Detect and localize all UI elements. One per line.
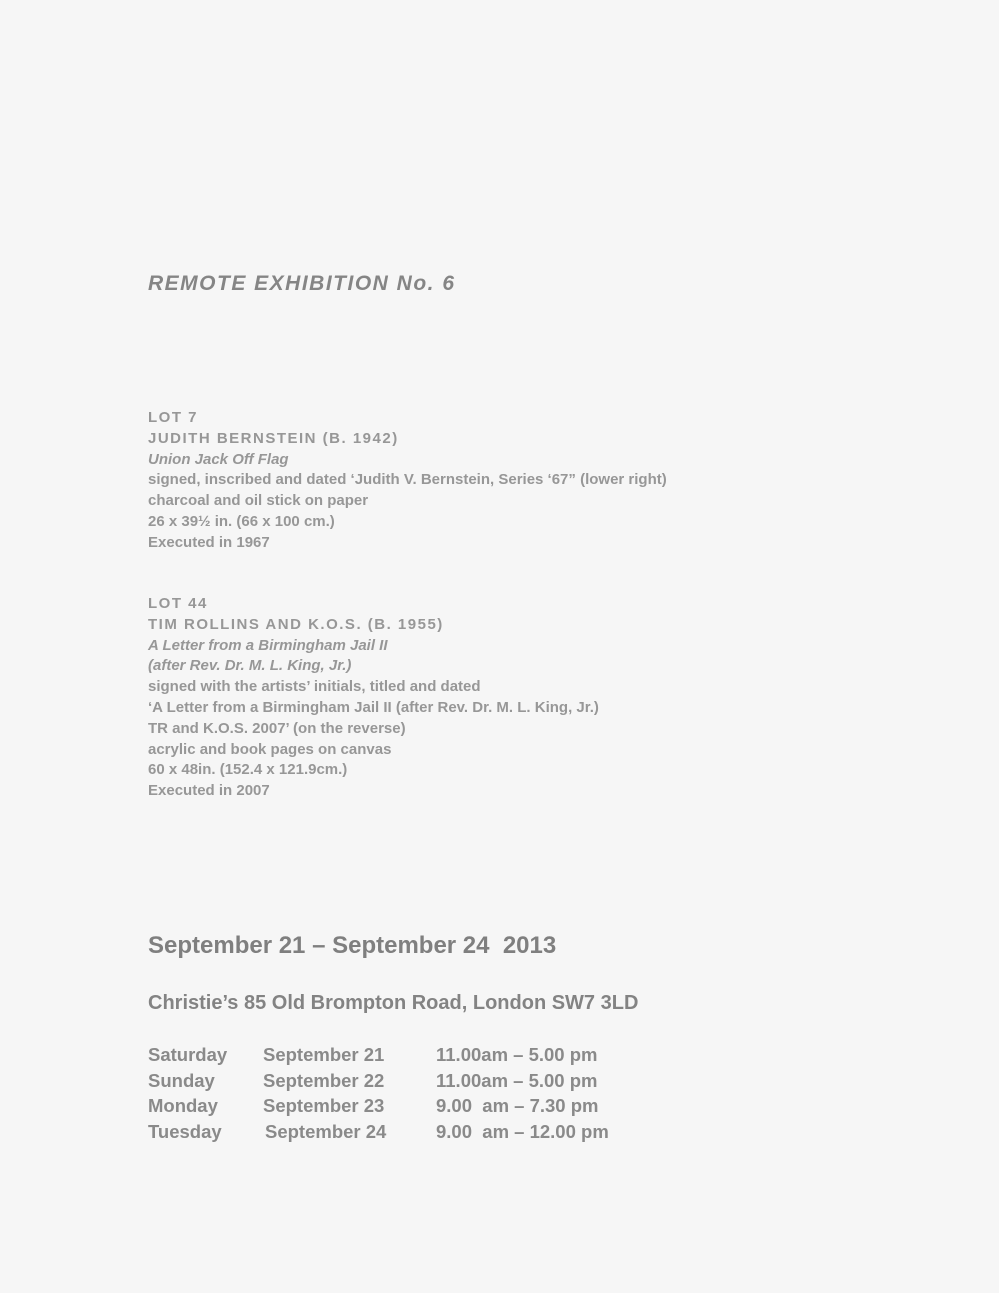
schedule-date: September 24 (265, 1120, 387, 1142)
lot-title: Union Jack Off Flag (148, 450, 289, 468)
schedule-time: 11.00am – 5.00 pm (436, 1044, 598, 1065)
lot-execution-date: Executed in 1967 (148, 533, 270, 551)
lot-title: A Letter from a Birmingham Jail II (148, 636, 388, 654)
schedule-date: September 22 (263, 1069, 385, 1091)
schedule-date: September 21 (263, 1044, 385, 1065)
lot-medium: charcoal and oil stick on paper (148, 492, 369, 510)
lot-dimensions: 26 x 39½ in. (66 x 100 cm.) (148, 512, 335, 530)
lot-dimensions: 60 x 48in. (152.4 x 121.9cm.) (148, 761, 348, 779)
schedule-row (148, 1095, 599, 1121)
lot-entry (148, 594, 599, 802)
lot-inscription-text: TR and K.O.S. 2007’ (on the reverse) (148, 719, 406, 737)
schedule-time: 9.00 am – 7.30 pm (436, 1095, 599, 1117)
lot-execution-date: Executed in 2007 (148, 782, 270, 800)
schedule-row (148, 1069, 598, 1096)
schedule-day: Sunday (148, 1069, 215, 1091)
lot-medium: acrylic and book pages on canvas (148, 740, 392, 758)
schedule-time: 9.00 am – 12.00 pm (436, 1120, 609, 1142)
schedule-time: 11.00am – 5.00 pm (436, 1069, 598, 1091)
lot-inscription: signed, inscribed and dated ‘Judith V. Bernstein, Series ‘67” (lower right) (148, 471, 667, 489)
schedule-day: Tuesday (148, 1120, 222, 1142)
lot-entry (148, 408, 667, 554)
viewing-schedule (148, 1044, 609, 1146)
schedule-row (148, 1120, 609, 1147)
lot-artist: TIM ROLLINS AND K.O.S. (B. 1955) (148, 615, 444, 633)
schedule-day: Monday (148, 1095, 218, 1117)
lot-artist: JUDITH BERNSTEIN (B. 1942) (148, 429, 399, 447)
event-venue: Christie’s 85 Old Brompton Road, London SW7 3LD (148, 992, 639, 1014)
event-dates: September 21 – September 24 2013 (148, 932, 557, 959)
lot-inscription-text: ‘A Letter from a Birmingham Jail II (after Rev. Dr. M. L. King, Jr.) (148, 698, 599, 716)
schedule-day: Saturday (148, 1044, 228, 1065)
schedule-date: September 23 (263, 1095, 385, 1117)
lot-inscription: signed with the artists’ initials, titled and dated (148, 678, 481, 696)
exhibition-title: REMOTE EXHIBITION No. 6 (148, 272, 456, 295)
schedule-row (148, 1044, 598, 1070)
lot-title-subline: (after Rev. Dr. M. L. King, Jr.) (148, 657, 352, 675)
lot-number: LOT 7 (148, 409, 199, 426)
lot-number: LOT 44 (148, 595, 208, 612)
